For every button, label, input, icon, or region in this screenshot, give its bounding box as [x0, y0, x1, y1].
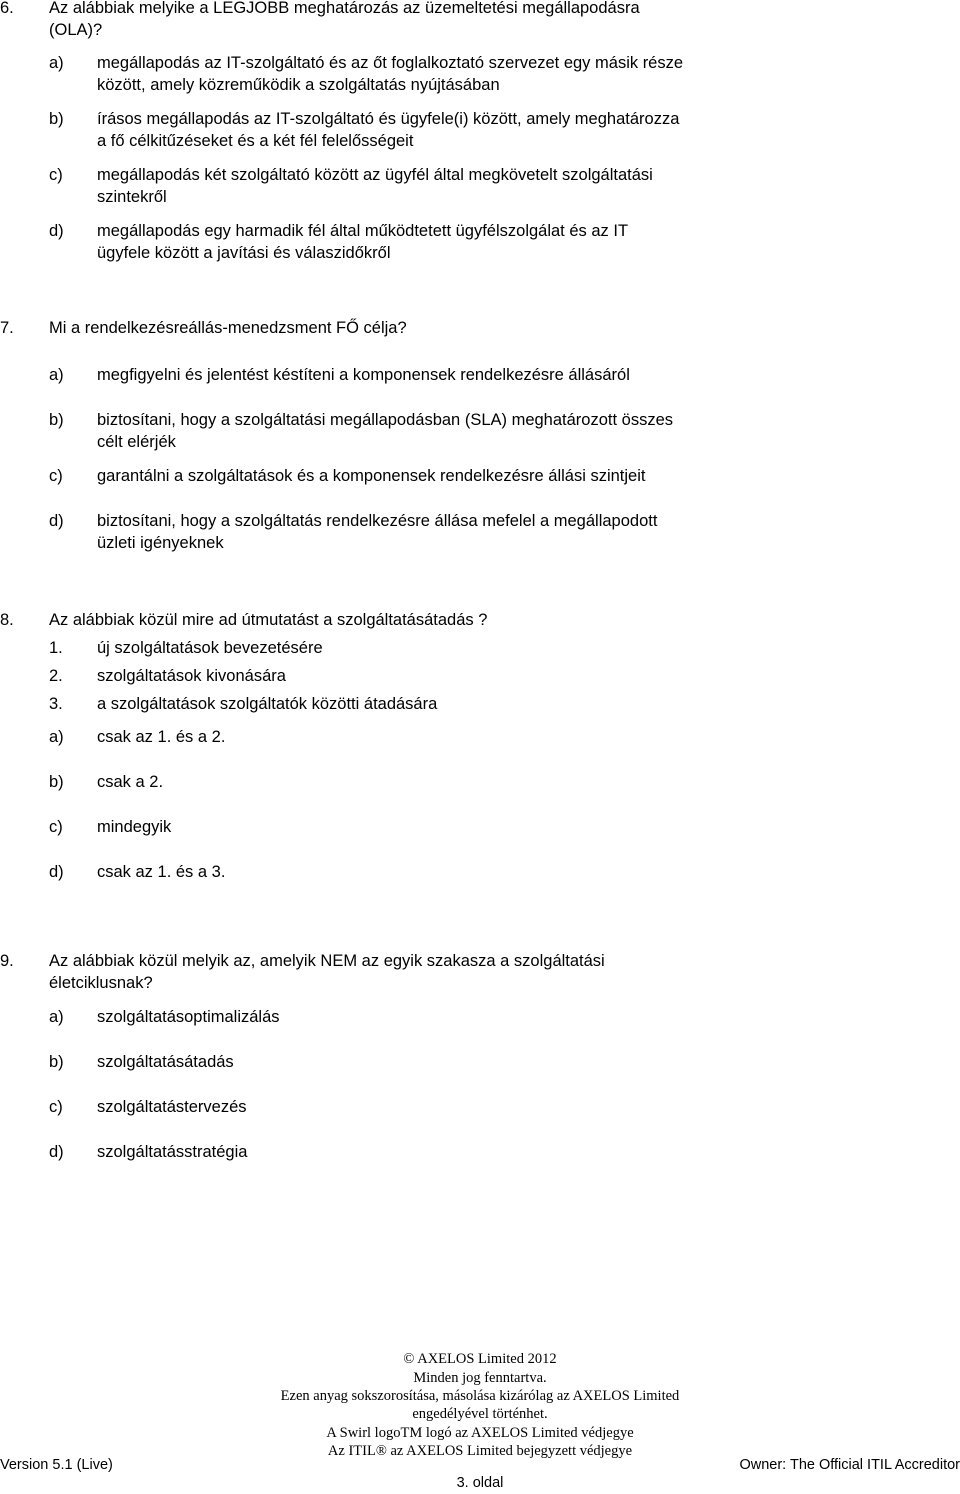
option-label: c) [49, 818, 63, 836]
option-label: a) [49, 1008, 64, 1026]
list-item-text: a szolgáltatások szolgáltatók közötti átadására [97, 695, 438, 713]
option-text: szolgáltatásstratégia [97, 1143, 248, 1161]
list-item-text: szolgáltatások kivonására [97, 667, 286, 685]
option-text: megállapodás egy harmadik fél által működtetett ügyfélszolgálat és az IT [97, 222, 629, 240]
option-label: a) [49, 54, 64, 72]
footer-swirl-trademark: A Swirl logoTM logó az AXELOS Limited védjegye [326, 1425, 634, 1441]
question-number: 9. [0, 952, 14, 970]
footer-reproduction-line1: Ezen anyag sokszorosítása, másolása kizárólag az AXELOS Limited [280, 1388, 680, 1404]
option-text: ügyfele között a javítási és válaszidőkről [97, 244, 391, 262]
option-label: c) [49, 1098, 63, 1116]
footer-copyright: © AXELOS Limited 2012 [403, 1351, 557, 1367]
option-text: biztosítani, hogy a szolgáltatás rendelkezésre állása mefelel a megállapodott [97, 512, 658, 530]
option-label: d) [49, 512, 64, 530]
question-text: Az alábbiak közül mire ad útmutatást a szolgáltatásátadás ? [49, 611, 488, 629]
option-label: d) [49, 863, 64, 881]
footer-owner: Owner: The Official ITIL Accreditor [739, 1457, 960, 1473]
list-item-text: új szolgáltatások bevezetésére [97, 639, 323, 657]
list-item-number: 3. [49, 695, 63, 713]
question-number: 8. [0, 611, 14, 629]
option-label: b) [49, 411, 64, 429]
option-text: szolgáltatásoptimalizálás [97, 1008, 280, 1026]
question-text: Az alábbiak közül melyik az, amelyik NEM az egyik szakasza a szolgáltatási [49, 952, 605, 970]
footer-page-number: 3. oldal [456, 1475, 504, 1491]
option-text: szolgáltatásátadás [97, 1053, 234, 1071]
question-text: Az alábbiak melyike a LEGJOBB meghatározás az üzemeltetési megállapodásra [49, 0, 640, 17]
option-text: biztosítani, hogy a szolgáltatási megállapodásban (SLA) meghatározott összes [97, 411, 673, 429]
question-text: (OLA)? [49, 21, 103, 39]
question-text: életciklusnak? [49, 974, 153, 992]
option-text: célt elérjék [97, 433, 176, 451]
option-text: között, amely közreműködik a szolgáltatás nyújtásában [97, 76, 500, 94]
option-text: garantálni a szolgáltatások és a komponensek rendelkezésre állási szintjeit [97, 467, 646, 485]
footer-reproduction-line2: engedélyével történhet. [412, 1406, 548, 1422]
option-text: írásos megállapodás az IT-szolgáltató és ügyfele(i) között, amely meghatározza [97, 110, 680, 128]
footer-rights: Minden jog fenntartva. [413, 1370, 547, 1386]
option-text: szolgáltatástervezés [97, 1098, 247, 1116]
list-item-number: 2. [49, 667, 63, 685]
option-text: csak az 1. és a 3. [97, 863, 226, 881]
question-number: 7. [0, 319, 14, 337]
option-label: a) [49, 366, 64, 384]
option-text: megállapodás az IT-szolgáltató és az őt foglalkoztató szervezet egy másik része [97, 54, 684, 72]
option-label: b) [49, 773, 64, 791]
option-text: csak az 1. és a 2. [97, 728, 226, 746]
option-text: mindegyik [97, 818, 172, 836]
option-label: b) [49, 1053, 64, 1071]
footer-version: Version 5.1 (Live) [0, 1457, 113, 1473]
option-label: c) [49, 166, 63, 184]
question-text: Mi a rendelkezésreállás-menedzsment FŐ célja? [49, 319, 407, 337]
option-text: megfigyelni és jelentést késtíteni a komponensek rendelkezésre állásáról [97, 366, 630, 384]
option-text: a fő célkitűzéseket és a két fél felelősségeit [97, 132, 414, 150]
option-text: szintekről [97, 188, 167, 206]
option-label: d) [49, 222, 64, 240]
option-text: üzleti igényeknek [97, 534, 224, 552]
footer-itil-trademark: Az ITIL® az AXELOS Limited bejegyzett védjegye [327, 1443, 633, 1459]
question-number: 6. [0, 0, 14, 17]
option-label: b) [49, 110, 64, 128]
option-label: d) [49, 1143, 64, 1161]
option-label: c) [49, 467, 63, 485]
option-label: a) [49, 728, 64, 746]
list-item-number: 1. [49, 639, 63, 657]
option-text: megállapodás két szolgáltató között az ügyfél által megkövetelt szolgáltatási [97, 166, 653, 184]
option-text: csak a 2. [97, 773, 164, 791]
